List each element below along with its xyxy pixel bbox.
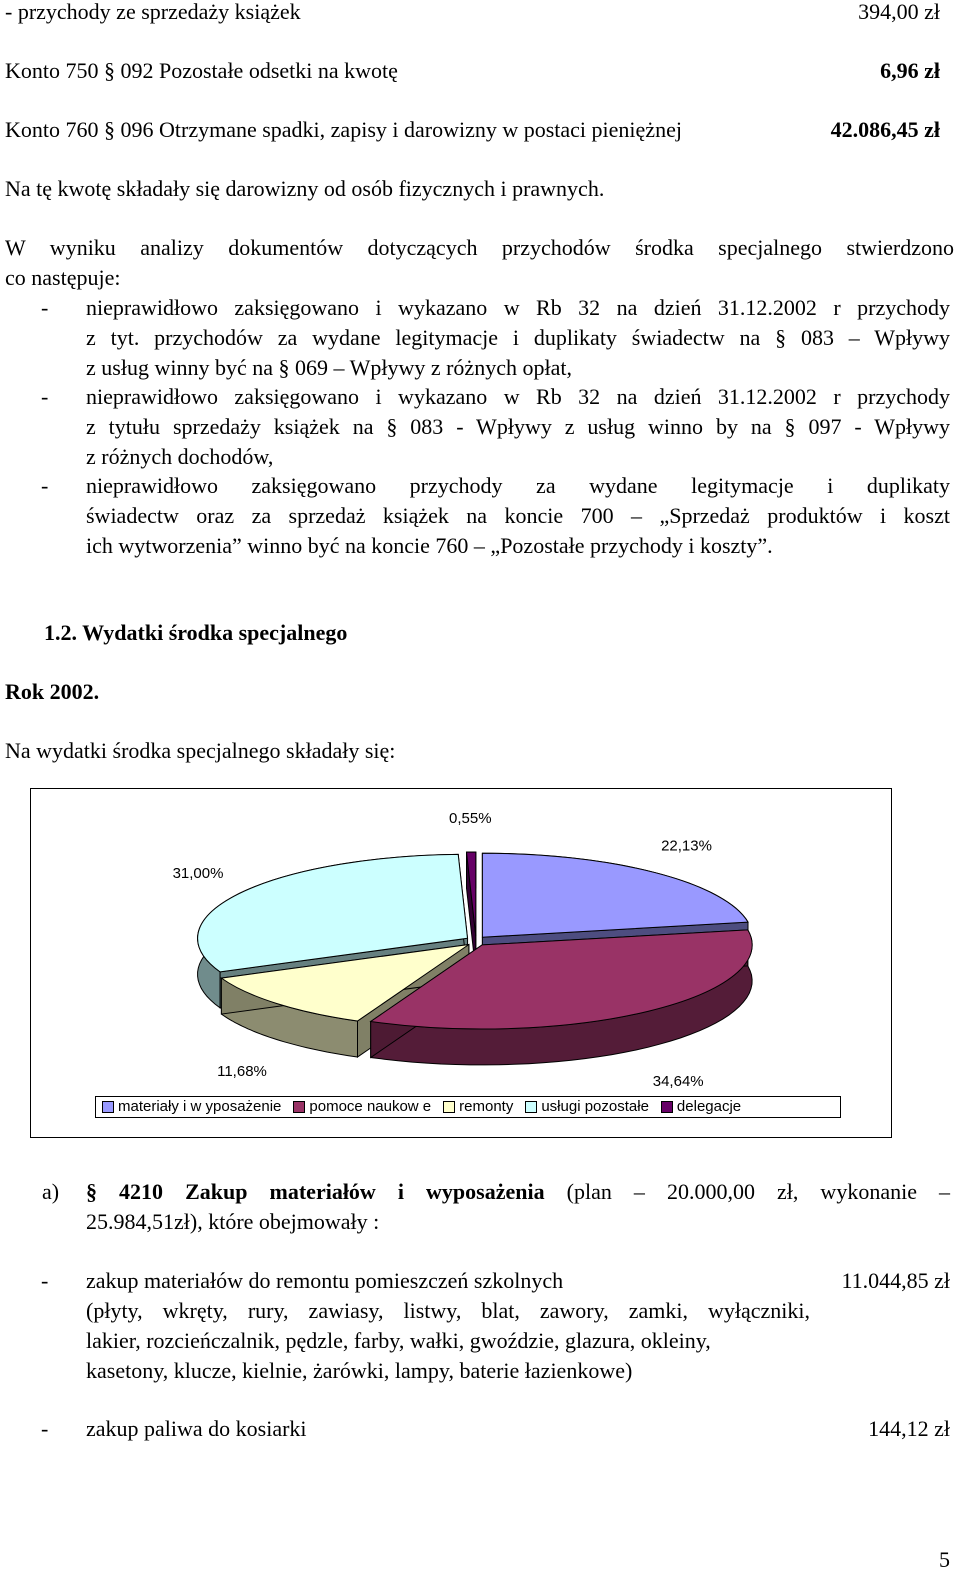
legend-label: delegacje [676, 1098, 742, 1115]
section-a-plan: (plan – 20.000,00 zł, wykonanie – [566, 1179, 951, 1204]
section-a-line2: 25.984,51zł), które obejmowały : [86, 1209, 380, 1234]
row-label: Konto 750 § 092 Pozostałe odsetki na kwotę [5, 58, 398, 83]
legend-item [102, 1097, 281, 1117]
legend-item [661, 1097, 741, 1117]
expense-amount: 144,12 zł [868, 1416, 950, 1441]
pie-chart-canvas [31, 789, 891, 1137]
section-a [5, 1177, 950, 1237]
finding-line: z różnych dochodów, [86, 444, 274, 469]
slice-percent-label: 34,64% [652, 1073, 704, 1091]
finding-line: nieprawidłowo zaksięgowano przychody za wydane legitymacje i duplikaty [86, 473, 950, 498]
finding-line: ich wytworzenia” winno być na koncie 760 – „Pozostałe przychody i koszty”. [86, 533, 773, 558]
expenses-pie-chart [30, 788, 892, 1138]
analysis-intro-line1: W wyniku analizy dokumentów dotyczących przychodów środka specjalnego stwierdzono [5, 235, 954, 260]
list-dash: - [41, 295, 49, 320]
expense-amount: 11.044,85 zł [841, 1268, 950, 1293]
list-dash: - [41, 1416, 49, 1441]
slice-percent-label: 0,55% [449, 809, 492, 827]
account-760-row [5, 115, 950, 145]
finding-line: świadectw oraz za sprzedaż książek na koncie 700 – „Sprzedaż produktów i koszt [86, 503, 950, 528]
legend-item [525, 1097, 649, 1117]
legend-item [443, 1097, 513, 1117]
finding-line: z tyt. przychodów za wydane legitymacje i duplikaty świadectw na § 083 – Wpływy [86, 325, 950, 350]
row-label: Konto 760 § 096 Otrzymane spadki, zapisy i darowizny w postaci pieniężnej [5, 117, 682, 142]
slice-percent-label: 31,00% [172, 865, 224, 882]
legend-swatch [293, 1101, 305, 1113]
expense-description: zakup materiałów do remontu pomieszczeń szkolnych [86, 1268, 564, 1293]
expense-details: (płyty, wkręty, rury, zawiasy, listwy, blat, zawory, zamki, wyłączniki, [86, 1298, 810, 1323]
row-label: - przychody ze sprzedaży książek [5, 0, 301, 24]
account-750-row [5, 56, 950, 86]
row-amount: 394,00 zł [858, 0, 940, 24]
chart-legend [95, 1096, 841, 1118]
legend-swatch [443, 1101, 455, 1113]
year-heading: Rok 2002. [5, 679, 100, 704]
legend-swatch [102, 1101, 114, 1113]
section-marker: a) [42, 1179, 60, 1204]
expense-item [5, 1266, 950, 1386]
finding-line: z usług winny być na § 069 – Wpływy z różnych opłat, [86, 355, 572, 380]
section-a-title: § 4210 Zakup materiałów i wyposażenia [86, 1179, 545, 1204]
legend-label: pomoce naukow e [309, 1098, 432, 1115]
income-row-books [5, 0, 950, 27]
row-amount: 6,96 zł [880, 58, 940, 83]
legend-label: remonty [459, 1098, 514, 1115]
legend-item [293, 1097, 431, 1117]
finding-item [5, 293, 950, 383]
slice-percent-label: 22,13% [661, 837, 712, 855]
analysis-intro-line2: co następuje: [5, 265, 121, 290]
list-dash: - [41, 384, 49, 409]
finding-line: z tytułu sprzedaży książek na § 083 - Wpływy z usług winno by na § 097 - Wpływy [86, 414, 950, 439]
expenses-intro: Na wydatki środka specjalnego składały się: [5, 738, 396, 763]
section-heading: 1.2. Wydatki środka specjalnego [44, 620, 348, 645]
finding-item [5, 471, 950, 561]
expense-item [5, 1414, 950, 1444]
pie-slice [482, 853, 748, 937]
list-dash: - [41, 473, 49, 498]
legend-swatch [525, 1101, 537, 1113]
expense-description: zakup paliwa do kosiarki [86, 1416, 307, 1441]
legend-swatch [661, 1101, 673, 1113]
slice-percent-label: 11,68% [217, 1062, 267, 1080]
page-number: 5 [939, 1547, 950, 1572]
section-a-line1 [86, 1177, 950, 1207]
expense-details: lakier, rozcieńczalnik, pędzle, farby, wałki, gwoździe, glazura, okleiny, [86, 1328, 711, 1353]
donations-note: Na tę kwotę składały się darowizny od osób fizycznych i prawnych. [5, 176, 605, 201]
row-amount: 42.086,45 zł [830, 117, 940, 142]
list-dash: - [41, 1268, 49, 1293]
legend-label: materiały i w yposażenie [118, 1098, 282, 1115]
expense-details: kasetony, klucze, kielnie, żarówki, lampy, baterie łazienkowe) [86, 1358, 633, 1383]
finding-item [5, 382, 950, 472]
finding-line: nieprawidłowo zaksięgowano i wykazano w Rb 32 na dzień 31.12.2002 r przychody [86, 384, 950, 409]
legend-label: usługi pozostałe [541, 1098, 649, 1115]
finding-line: nieprawidłowo zaksięgowano i wykazano w Rb 32 na dzień 31.12.2002 r przychody [86, 295, 950, 320]
